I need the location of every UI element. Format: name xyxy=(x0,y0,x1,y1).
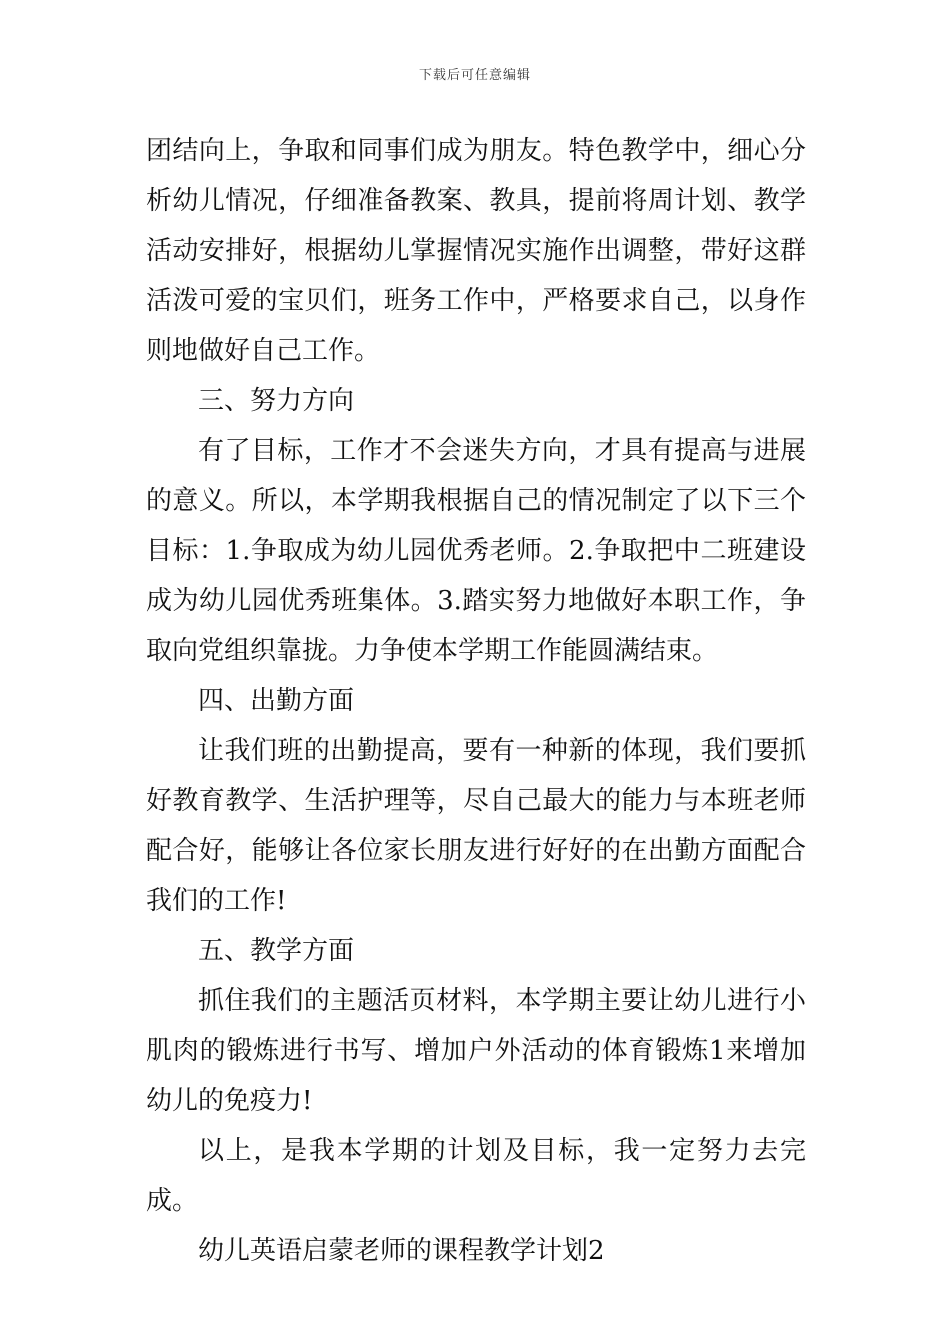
section-heading-attendance: 四、出勤方面 xyxy=(198,686,355,716)
paragraph-attendance: 让我们班的出勤提高，要有一种新的体现，我们要抓好教育教学、生活护理等，尽自己最大的能力与本班老师配合好，能够让各位家长朋友进行好好的在出勤方面配合我们的工作! xyxy=(146,736,806,916)
paragraph-goals: 有了目标，工作才不会迷失方向，才具有提高与进展的意义。所以，本学期我根据自己的情况制定了以下三个目标：1.争取成为幼儿园优秀老师。2.争取把中二班建设成为幼儿园优秀班集体。3.踏实努力地做好本职工作，争取向党组织靠拢。力争使本学期工作能圆满结束。 xyxy=(146,436,806,666)
page-header: 下载后可任意编辑 xyxy=(418,68,531,83)
section-heading-teaching: 五、教学方面 xyxy=(198,936,355,966)
section-heading-effort-direction: 三、努力方向 xyxy=(198,386,355,416)
document-body xyxy=(146,126,806,1276)
paragraph-continuation: 团结向上，争取和同事们成为朋友。特色教学中，细心分析幼儿情况，仔细准备教案、教具，提前将周计划、教学活动安排好，根据幼儿掌握情况实施作出调整，带好这群活泼可爱的宝贝们，班务工作中，严格要求自己，以身作则地做好自己工作。 xyxy=(146,136,806,366)
paragraph-conclusion: 以上，是我本学期的计划及目标，我一定努力去完成。 xyxy=(146,1136,806,1216)
paragraph-teaching: 抓住我们的主题活页材料，本学期主要让幼儿进行小肌肉的锻炼进行书写、增加户外活动的体育锻炼1来增加幼儿的免疫力! xyxy=(146,986,806,1116)
document-title-plan-2: 幼儿英语启蒙老师的课程教学计划2 xyxy=(198,1236,605,1266)
